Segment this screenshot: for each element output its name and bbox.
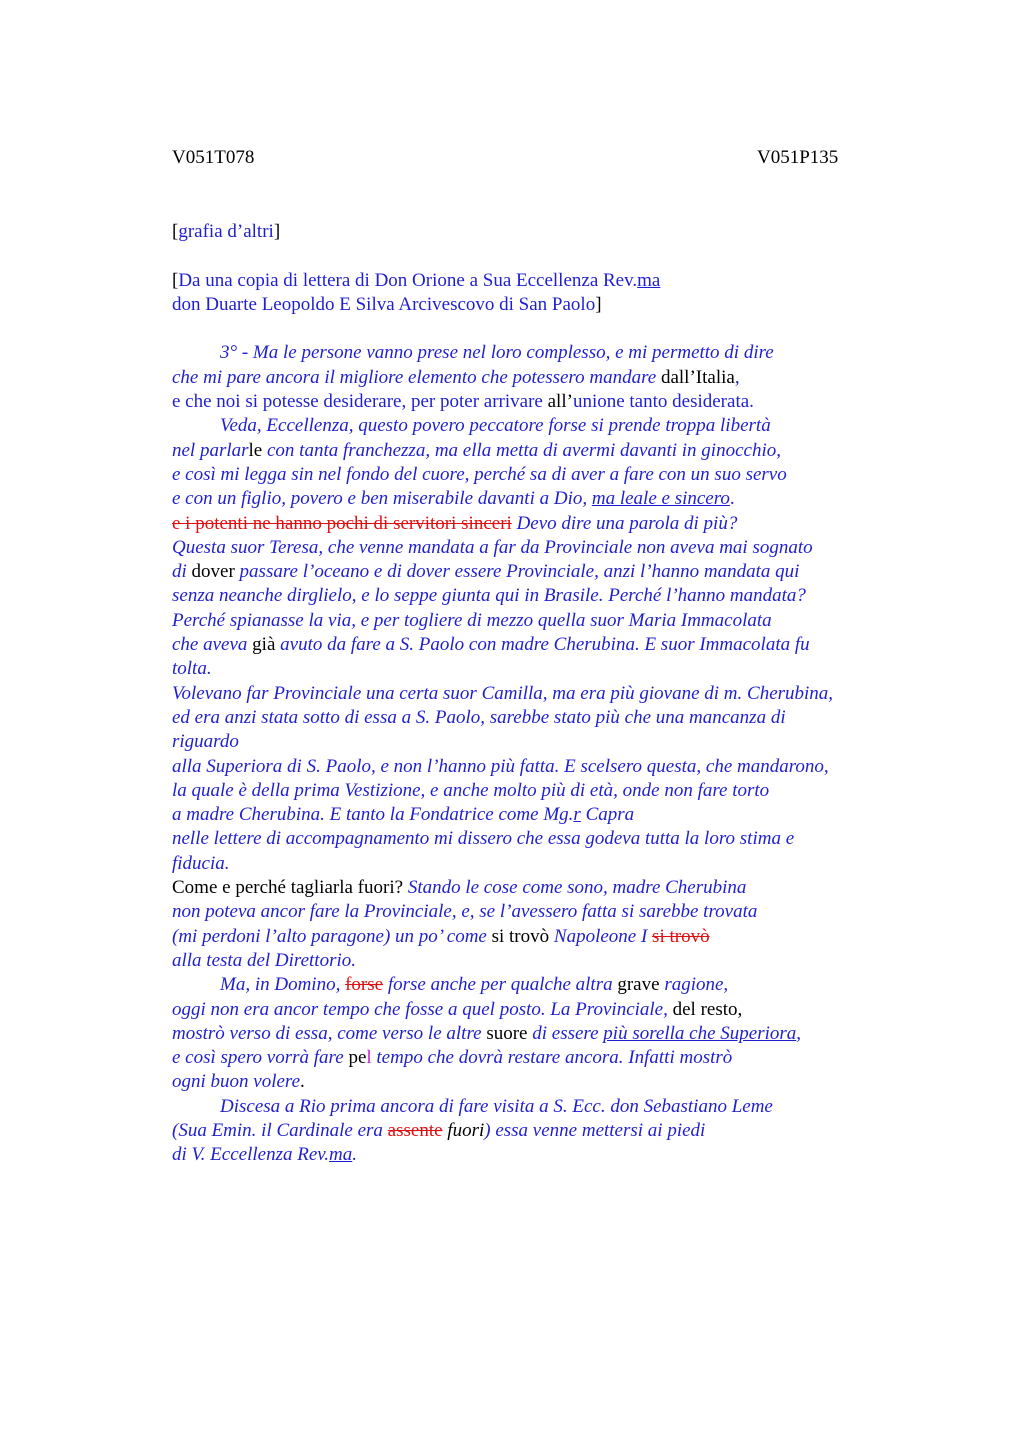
text-segment: . [352, 1144, 358, 1166]
text-segment: grave [617, 974, 660, 996]
text-line [172, 1119, 912, 1143]
text-line [172, 1070, 912, 1094]
struck-text: e i potenti ne hanno pochi di servitori sinceri [172, 512, 512, 534]
text-line [172, 487, 912, 511]
text-segment: l [366, 1047, 372, 1069]
text-line [172, 512, 912, 536]
text-segment: Ma, in Domino, [220, 974, 346, 996]
text-segment: di essere [527, 1022, 604, 1044]
text-segment: don Duarte Leopoldo E Silva Arcivescovo di San Paolo [172, 293, 596, 315]
text-segment: , [796, 1022, 802, 1044]
text-segment: le [248, 439, 263, 461]
text-segment: con tanta franchezza, ma ella metta di avermi davanti in ginocchio, [262, 439, 781, 461]
text-segment: più sorella che Superiora [603, 1022, 797, 1044]
document-id-left: V051T078 [172, 147, 255, 168]
text-segment: tempo che dovrà restare ancora. Infatti mostrò [371, 1047, 733, 1069]
letter-body [172, 220, 912, 1168]
blank-line [172, 317, 912, 341]
text-segment: ragione, [659, 974, 729, 996]
text-segment: Stando le cose come sono, madre Cherubina [403, 877, 747, 899]
text-line [172, 1095, 912, 1119]
text-segment: Come e perché tagliarla fuori? [172, 877, 404, 899]
text-segment: ogni buon volere [172, 1071, 301, 1093]
text-line [172, 755, 912, 779]
text-segment: alla testa del Direttorio. [172, 949, 357, 971]
text-segment: di [172, 561, 192, 583]
text-segment: ma [637, 269, 661, 291]
text-segment: mostrò verso di essa, come verso le altre [172, 1022, 487, 1044]
text-segment: suore [486, 1022, 528, 1044]
text-segment: ] [273, 221, 281, 242]
text-segment: e con un figlio, povero e ben miserabile davanti a Dio, [172, 488, 592, 510]
text-segment: Perché spianasse la via, e per togliere di mezzo quella suor Maria Immacolata [172, 609, 772, 631]
text-line [172, 439, 912, 463]
struck-text: forse [345, 974, 384, 996]
text-segment: all’ [547, 391, 573, 413]
text-line [172, 925, 912, 949]
text-line [172, 706, 912, 730]
text-line [172, 998, 912, 1022]
text-segment: [ [172, 269, 179, 291]
text-segment: . [729, 488, 735, 510]
text-line [172, 293, 912, 317]
text-segment: ] [595, 293, 602, 315]
text-segment: (Sua Emin. il Cardinale era [172, 1119, 388, 1141]
text-line [172, 973, 912, 997]
text-segment: senza neanche dirglielo, e lo seppe giunta qui in Brasile. Perché l’hanno mandata? [172, 585, 806, 607]
text-line [172, 366, 912, 390]
text-line [172, 390, 912, 414]
text-segment: pe [348, 1047, 367, 1069]
text-segment: , per poter arrivare [401, 391, 548, 413]
text-line [172, 536, 912, 560]
text-segment: la quale è della prima Vestizione, e anche molto più di età, onde non fare torto [172, 779, 770, 801]
text-line [172, 827, 912, 851]
text-line [172, 803, 912, 827]
text-line [172, 269, 912, 293]
text-segment: Discesa a Rio prima ancora di fare visita a S. Ecc. don Sebastiano Leme [220, 1095, 773, 1117]
text-segment: si trovò [491, 925, 550, 947]
text-segment: avuto da fare a S. Paolo con madre Cherubina. E suor Immacolata fu [275, 634, 810, 656]
text-segment: del resto, [672, 998, 743, 1020]
text-segment: 3° - Ma le persone vanno prese nel loro complesso, e mi permetto di dire [220, 342, 774, 364]
struck-text: si trovò [652, 925, 710, 947]
text-segment: che mi pare ancora il migliore elemento che potessero mandare [172, 366, 661, 388]
text-segment: ma [329, 1144, 353, 1166]
blank-line [172, 244, 912, 268]
text-line [172, 682, 912, 706]
text-segment: r [573, 804, 581, 826]
text-line [172, 779, 912, 803]
text-segment: Veda, Eccellenza, questo povero peccatore forse si prende troppa libertà [220, 415, 771, 437]
text-line [172, 1046, 912, 1070]
text-segment: nelle lettere di accompagnamento mi dissero che essa godeva tutta la loro stima e [172, 828, 795, 850]
text-line [172, 852, 912, 876]
text-segment: non poteva ancor fare la Provinciale, e, se l’avessero fatta si sarebbe trovata [172, 901, 758, 923]
text-line [172, 633, 912, 657]
text-segment: che aveva [172, 634, 253, 656]
text-line [172, 341, 912, 365]
text-segment: e che noi si potesse desiderare [172, 391, 402, 413]
text-line [172, 730, 912, 754]
text-segment: tolta. [172, 658, 212, 680]
text-segment: [ [172, 221, 179, 242]
text-segment: grafia d’altri [178, 221, 274, 242]
text-segment: a madre Cherubina. E tanto la Fondatrice come Mg. [172, 804, 574, 826]
text-line [172, 220, 912, 244]
text-segment: Da una copia di lettera di Don Orione a Sua Eccellenza Rev. [178, 269, 638, 291]
text-segment: già [252, 634, 276, 656]
text-segment: . [300, 1071, 305, 1093]
text-segment: Capra [580, 804, 635, 826]
text-segment: , [734, 366, 740, 388]
text-segment: (mi perdoni l’alto paragone) un po’ come [172, 925, 492, 947]
text-line [172, 1022, 912, 1046]
text-segment: Questa suor Teresa, che venne mandata a far da Provinciale non aveva mai sognato [172, 536, 813, 558]
text-line [172, 1143, 912, 1167]
text-line [172, 876, 912, 900]
text-segment: ) essa venne mettersi ai piedi [484, 1119, 706, 1141]
text-line [172, 584, 912, 608]
struck-text: assente [387, 1119, 443, 1141]
text-segment: fuori [442, 1119, 485, 1141]
text-segment: Napoleone I [549, 925, 653, 947]
text-line [172, 657, 912, 681]
text-segment: di V. Eccellenza Rev. [172, 1144, 330, 1166]
text-segment: alla Superiora di S. Paolo, e non l’hanno più fatta. E scelsero questa, che mandarono, [172, 755, 829, 777]
text-segment: Volevano far Provinciale una certa suor Camilla, ma era più giovane di m. Cherubina, [172, 682, 834, 704]
text-segment: riguardo [172, 731, 239, 753]
text-segment: dall’Italia [660, 366, 735, 388]
text-segment: nel parlar [172, 439, 249, 461]
text-segment: oggi non era ancor tempo che fosse a quel posto. La Provinciale, [172, 998, 673, 1020]
text-segment: ma leale e sincero [591, 488, 730, 510]
text-segment: ed era anzi stata sotto di essa a S. Paolo, sarebbe stato più che una mancanza di [172, 706, 786, 728]
text-segment: Devo dire una parola di più? [511, 512, 738, 534]
text-segment: fiducia. [172, 852, 230, 874]
text-line [172, 949, 912, 973]
text-segment: dover [191, 561, 235, 583]
text-segment: passare l’oceano e di dover essere Provinciale, anzi l’hanno mandata qui [234, 561, 800, 583]
text-segment: unione tanto desiderata. [572, 391, 754, 413]
text-segment: e così spero vorrà fare [172, 1047, 349, 1069]
text-line [172, 609, 912, 633]
text-line [172, 463, 912, 487]
text-segment: forse anche per qualche altra [383, 974, 618, 996]
text-segment: e così mi legga sin nel fondo del cuore, perché sa di aver a fare con un suo servo [172, 463, 787, 485]
text-line [172, 560, 912, 584]
text-line [172, 900, 912, 924]
document-id-right: V051P135 [757, 147, 839, 168]
text-line [172, 414, 912, 438]
